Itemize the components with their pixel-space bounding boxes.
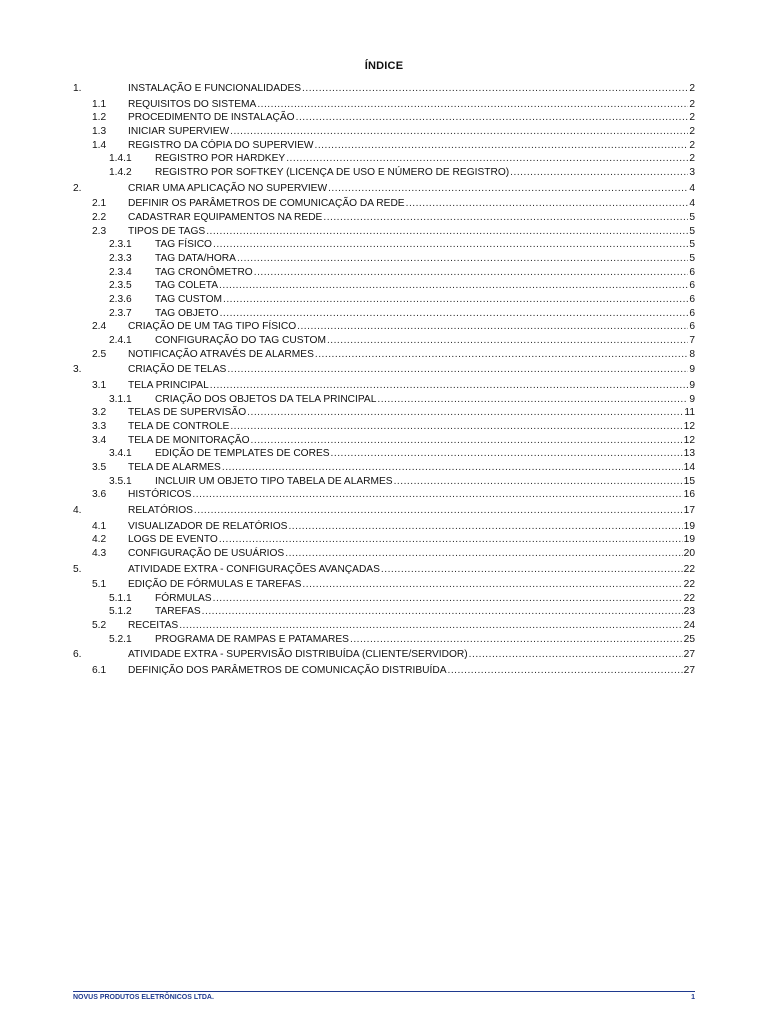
toc-dot-leader [219, 279, 688, 293]
toc-entry-number: 2.4.1 [109, 335, 132, 347]
toc-entry[interactable] [73, 406, 695, 420]
toc-entry-page: 27 [683, 664, 695, 676]
toc-entry-title: CONFIGURAÇÃO DE USUÁRIOS [128, 547, 285, 559]
toc-dot-leader [230, 125, 688, 139]
toc-entry-number: 1.2 [92, 112, 107, 124]
toc-entry-page: 6 [689, 280, 695, 292]
toc-entry-page: 6 [689, 307, 695, 319]
toc-entry-number: 1.3 [92, 125, 107, 137]
toc-entry-page: 7 [689, 335, 695, 347]
toc-entry[interactable] [73, 225, 695, 239]
toc-entry-title: CRIAÇÃO DE UM TAG TIPO FÍSICO [128, 321, 297, 333]
toc-entry-page: 22 [683, 592, 695, 604]
toc-entry-title: TAREFAS [155, 606, 201, 618]
toc-dot-leader [251, 434, 683, 448]
toc-entry-number: 2.4 [92, 321, 107, 333]
toc-entry[interactable] [73, 266, 695, 280]
toc-entry-number: 1. [73, 83, 82, 94]
toc-entry-title: REGISTRO POR SOFTKEY (LICENÇA DE USO E NÚMERO DE REGISTRO) [155, 167, 510, 179]
toc-entry-number: 5.1.1 [109, 592, 132, 604]
toc-entry[interactable] [73, 504, 695, 518]
toc-entry-title: TAG FÍSICO [155, 239, 212, 251]
toc-entry-number: 3.1.1 [109, 393, 132, 405]
toc-entry[interactable] [73, 488, 695, 502]
toc-entry[interactable] [73, 348, 695, 362]
toc-entry-page: 2 [689, 139, 695, 151]
toc-entry-page: 22 [683, 579, 695, 591]
toc-dot-leader [285, 547, 682, 561]
toc-dot-leader [331, 447, 683, 461]
toc-dot-leader [302, 82, 688, 96]
toc-entry-title: INICIAR SUPERVIEW [128, 125, 230, 137]
toc-entry-number: 5.1.2 [109, 606, 132, 618]
toc-entry-title: PROGRAMA DE RAMPAS E PATAMARES [155, 633, 349, 645]
toc-entry-page: 27 [683, 649, 695, 661]
toc-entry-page: 20 [683, 547, 695, 559]
toc-entry[interactable] [73, 279, 695, 293]
toc-entry-page: 23 [683, 606, 695, 618]
toc-entry-page: 6 [689, 293, 695, 305]
toc-entry-title: TELAS DE SUPERVISÃO [128, 407, 247, 419]
toc-entry-number: 2.3.6 [109, 293, 132, 305]
toc-entry-page: 25 [683, 633, 695, 645]
table-of-contents [73, 82, 695, 678]
toc-entry-page: 2 [689, 98, 695, 110]
toc-entry-number: 5.2 [92, 620, 107, 632]
toc-entry[interactable] [73, 393, 695, 407]
toc-entry-page: 5 [689, 239, 695, 251]
toc-entry-title: CONFIGURAÇÃO DO TAG CUSTOM [155, 335, 326, 347]
toc-entry-title: CRIAR UMA APLICAÇÃO NO SUPERVIEW [128, 182, 328, 194]
toc-entry-page: 6 [689, 266, 695, 278]
toc-dot-leader [219, 533, 683, 547]
toc-entry[interactable] [73, 664, 695, 678]
toc-entry[interactable] [73, 238, 695, 252]
toc-entry-page: 17 [683, 504, 695, 516]
toc-entry[interactable] [73, 379, 695, 393]
toc-entry-page: 9 [689, 393, 695, 405]
toc-entry-number: 1.4 [92, 139, 107, 151]
toc-entry-number: 3.2 [92, 407, 107, 419]
toc-entry-page: 2 [689, 125, 695, 137]
toc-entry-number: 3.5.1 [109, 475, 132, 487]
toc-dot-leader [469, 648, 683, 662]
toc-entry-title: TIPOS DE TAGS [128, 225, 206, 237]
toc-entry-number: 2. [73, 182, 82, 194]
toc-dot-leader [350, 633, 683, 647]
toc-entry-page: 2 [689, 112, 695, 124]
toc-entry-page: 4 [689, 182, 695, 194]
toc-entry-page: 5 [689, 225, 695, 237]
toc-dot-leader [247, 406, 683, 420]
toc-entry-number: 4.3 [92, 547, 107, 559]
toc-entry-page: 8 [689, 348, 695, 360]
toc-entry-title: INSTALAÇÃO E FUNCIONALIDADES [128, 83, 302, 94]
toc-entry-page: 22 [683, 563, 695, 575]
toc-entry[interactable] [73, 125, 695, 139]
toc-entry-title: FÓRMULAS [155, 592, 212, 604]
toc-dot-leader [297, 320, 688, 334]
toc-dot-leader [237, 252, 688, 266]
toc-dot-leader [288, 520, 682, 534]
toc-entry-page: 13 [683, 448, 695, 460]
toc-entry-number: 3.1 [92, 379, 107, 391]
toc-entry-number: 6. [73, 649, 82, 661]
toc-entry-title: TAG CUSTOM [155, 293, 222, 305]
toc-dot-leader [223, 293, 688, 307]
toc-dot-leader [377, 393, 688, 407]
toc-entry[interactable] [73, 648, 695, 662]
toc-entry[interactable] [73, 547, 695, 561]
toc-entry[interactable] [73, 252, 695, 266]
toc-entry-title: REGISTRO POR HARDKEY [155, 153, 286, 165]
toc-entry-number: 5.2.1 [109, 633, 132, 645]
index-title: ÍNDICE [364, 60, 404, 72]
toc-dot-leader [206, 225, 688, 239]
toc-entry-title: NOTIFICAÇÃO ATRAVÉS DE ALARMES [128, 348, 314, 360]
toc-entry-title: TELA DE CONTROLE [128, 420, 230, 432]
toc-entry-number: 2.3.4 [109, 266, 132, 278]
toc-entry-number: 3.5 [92, 462, 107, 474]
toc-entry[interactable] [73, 98, 695, 112]
toc-entry-title: TELA PRINCIPAL [128, 379, 209, 391]
toc-entry[interactable] [73, 320, 695, 334]
toc-dot-leader [394, 475, 683, 489]
toc-entry[interactable] [73, 166, 695, 180]
toc-entry-title: TELA DE ALARMES [128, 462, 221, 474]
toc-entry-number: 3. [73, 364, 82, 376]
toc-entry-title: REQUISITOS DO SISTEMA [128, 98, 257, 110]
toc-entry-page: 2 [689, 83, 695, 94]
toc-dot-leader [327, 334, 688, 348]
toc-dot-leader [254, 266, 689, 280]
toc-entry-title: RECEITAS [128, 620, 179, 632]
toc-entry-page: 19 [683, 520, 695, 532]
toc-entry-page: 11 [684, 407, 695, 419]
toc-dot-leader [286, 152, 688, 166]
toc-entry[interactable] [73, 307, 695, 321]
toc-entry[interactable] [73, 111, 695, 125]
toc-entry-page: 12 [683, 434, 695, 446]
toc-dot-leader [213, 592, 683, 606]
toc-entry-number: 4.2 [92, 534, 107, 546]
toc-dot-leader [315, 139, 689, 153]
toc-entry-number: 2.2 [92, 211, 107, 223]
toc-entry-number: 2.3.7 [109, 307, 132, 319]
toc-entry-page: 4 [689, 198, 695, 210]
toc-entry-title: TAG COLETA [155, 280, 219, 292]
toc-entry[interactable] [73, 197, 695, 211]
toc-entry-title: EDIÇÃO DE FÓRMULAS E TAREFAS [128, 579, 302, 591]
toc-dot-leader [192, 488, 682, 502]
toc-entry-page: 24 [683, 620, 695, 632]
toc-dot-leader [381, 563, 683, 577]
toc-entry-page: 15 [683, 475, 695, 487]
footer-company: NOVUS PRODUTOS ELETRÔNICOS LTDA. [73, 994, 214, 1001]
toc-dot-leader [213, 238, 688, 252]
toc-entry[interactable] [73, 520, 695, 534]
toc-dot-leader [323, 211, 688, 225]
toc-dot-leader [257, 98, 688, 112]
toc-entry-title: VISUALIZADOR DE RELATÓRIOS [128, 520, 288, 532]
toc-entry-page: 16 [683, 489, 695, 501]
toc-entry-title: HISTÓRICOS [128, 489, 192, 501]
toc-entry-page: 3 [689, 167, 695, 179]
toc-dot-leader [227, 363, 688, 377]
toc-entry[interactable] [73, 211, 695, 225]
toc-entry-page: 9 [689, 364, 695, 376]
toc-entry[interactable] [73, 434, 695, 448]
toc-entry-number: 4.1 [92, 520, 107, 532]
toc-entry-title: DEFINIÇÃO DOS PARÂMETROS DE COMUNICAÇÃO DISTRIBUÍDA [128, 664, 447, 676]
toc-entry[interactable] [73, 420, 695, 434]
toc-entry-number: 2.5 [92, 348, 107, 360]
toc-entry[interactable] [73, 461, 695, 475]
toc-entry-title: CRIAÇÃO DOS OBJETOS DA TELA PRINCIPAL [155, 393, 377, 405]
toc-entry-number: 2.3.5 [109, 280, 132, 292]
toc-dot-leader [510, 166, 688, 180]
toc-entry-number: 4. [73, 504, 82, 516]
toc-dot-leader [315, 348, 688, 362]
toc-entry[interactable] [73, 334, 695, 348]
toc-entry-title: CRIAÇÃO DE TELAS [128, 364, 227, 376]
toc-entry-title: LOGS DE EVENTO [128, 534, 218, 546]
toc-dot-leader [179, 619, 682, 633]
toc-dot-leader [406, 197, 689, 211]
toc-dot-leader [194, 504, 683, 518]
toc-entry-title: ATIVIDADE EXTRA - SUPERVISÃO DISTRIBUÍDA (CLIENTE/SERVIDOR) [128, 649, 468, 661]
toc-entry[interactable] [73, 619, 695, 633]
toc-entry-page: 5 [689, 252, 695, 264]
toc-entry-number: 6.1 [92, 664, 107, 676]
toc-entry-title: TAG CRONÔMETRO [155, 266, 253, 278]
toc-entry-number: 1.4.2 [109, 167, 132, 179]
footer-divider [73, 991, 695, 992]
toc-entry-title: CADASTRAR EQUIPAMENTOS NA REDE [128, 211, 323, 223]
toc-entry-number: 5.1 [92, 579, 107, 591]
toc-entry[interactable] [73, 633, 695, 647]
toc-entry[interactable] [73, 182, 695, 196]
toc-entry-title: PROCEDIMENTO DE INSTALAÇÃO [128, 112, 295, 124]
toc-entry-number: 1.4.1 [109, 153, 132, 165]
toc-dot-leader [302, 578, 682, 592]
toc-entry-page: 2 [689, 153, 695, 165]
toc-entry-title: TELA DE MONITORAÇÃO [128, 434, 250, 446]
toc-entry-title: TAG DATA/HORA [155, 252, 236, 264]
toc-dot-leader [210, 379, 689, 393]
toc-dot-leader [202, 605, 683, 619]
toc-entry-title: ATIVIDADE EXTRA - CONFIGURAÇÕES AVANÇADAS [128, 563, 380, 575]
toc-dot-leader [328, 182, 688, 196]
toc-entry-number: 3.3 [92, 420, 107, 432]
toc-entry[interactable] [73, 533, 695, 547]
toc-entry[interactable] [73, 82, 695, 96]
toc-entry[interactable] [73, 475, 695, 489]
toc-entry[interactable] [73, 605, 695, 619]
toc-entry-title: DEFINIR OS PARÂMETROS DE COMUNICAÇÃO DA REDE [128, 198, 405, 210]
toc-dot-leader [220, 307, 689, 321]
toc-dot-leader [222, 461, 683, 475]
toc-dot-leader [447, 664, 682, 678]
toc-entry-number: 1.1 [92, 98, 107, 110]
toc-entry-title: EDIÇÃO DE TEMPLATES DE CORES [155, 448, 330, 460]
toc-entry-page: 19 [683, 534, 695, 546]
toc-dot-leader [230, 420, 682, 434]
toc-entry-title: REGISTRO DA CÓPIA DO SUPERVIEW [128, 139, 314, 151]
toc-entry[interactable] [73, 139, 695, 153]
toc-entry[interactable] [73, 447, 695, 461]
toc-entry-page: 12 [683, 420, 695, 432]
toc-entry-number: 3.6 [92, 489, 107, 501]
toc-dot-leader [296, 111, 689, 125]
toc-entry-number: 2.3.1 [109, 239, 132, 251]
toc-entry-title: TAG OBJETO [155, 307, 219, 319]
toc-entry[interactable] [73, 152, 695, 166]
toc-entry[interactable] [73, 363, 695, 377]
toc-entry-number: 2.3 [92, 225, 107, 237]
toc-entry[interactable] [73, 578, 695, 592]
toc-entry-page: 5 [689, 211, 695, 223]
toc-entry-title: RELATÓRIOS [128, 504, 193, 516]
toc-entry-number: 2.1 [92, 198, 107, 210]
toc-entry[interactable] [73, 293, 695, 307]
toc-entry-number: 5. [73, 563, 82, 575]
toc-entry-number: 3.4.1 [109, 448, 132, 460]
toc-entry-page: 9 [689, 379, 695, 391]
toc-entry-number: 3.4 [92, 434, 107, 446]
toc-entry-number: 2.3.3 [109, 252, 132, 264]
toc-entry-title: INCLUIR UM OBJETO TIPO TABELA DE ALARMES [155, 475, 393, 487]
footer-page-number: 1 [691, 994, 695, 1001]
toc-entry[interactable] [73, 592, 695, 606]
toc-entry-page: 14 [683, 462, 695, 474]
toc-entry-page: 6 [689, 321, 695, 333]
toc-entry[interactable] [73, 563, 695, 577]
